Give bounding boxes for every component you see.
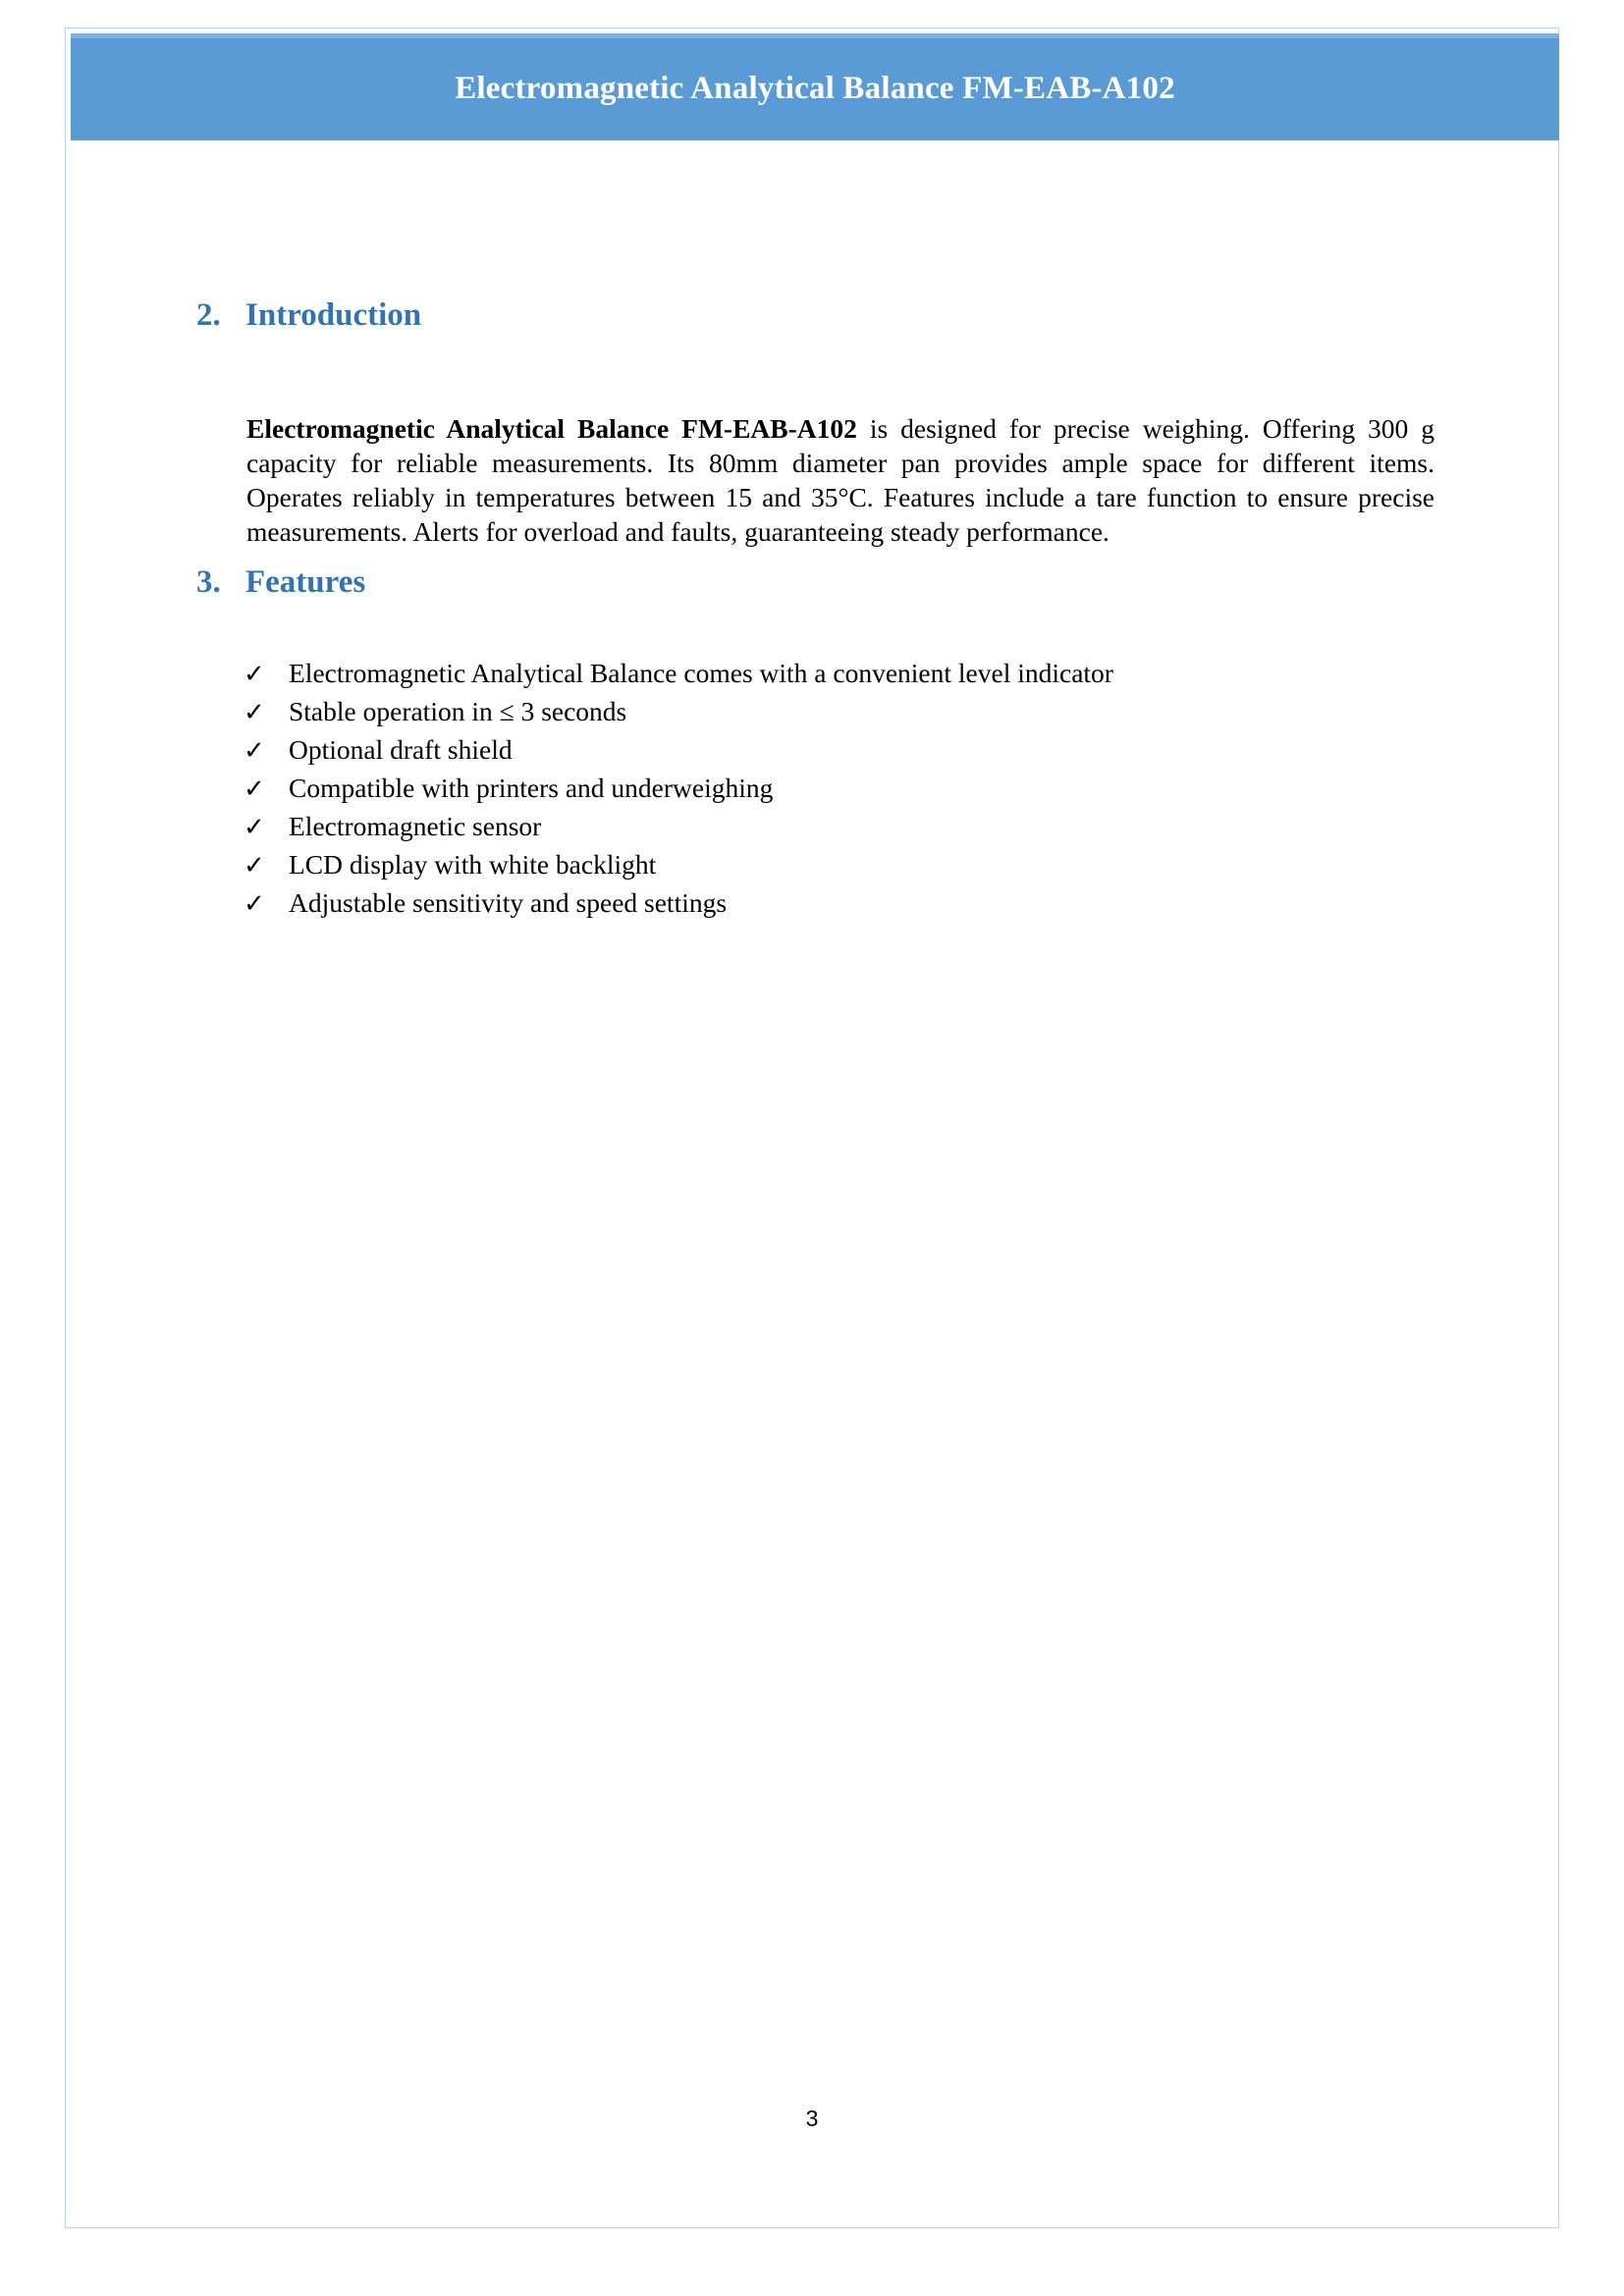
list-item-label: Compatible with printers and underweighing (289, 773, 774, 803)
introduction-paragraph-bold-lead: Electromagnetic Analytical Balance FM-EAB-A102 (246, 412, 857, 444)
checkmark-icon: ✓ (244, 698, 265, 727)
checkmark-icon: ✓ (244, 889, 265, 919)
list-item (244, 884, 1441, 923)
checkmark-icon: ✓ (244, 813, 265, 842)
checkmark-icon: ✓ (244, 736, 265, 766)
section-number-introduction: 2. (196, 297, 221, 333)
features-list (244, 655, 1441, 923)
list-item (244, 770, 1441, 808)
list-item (244, 808, 1441, 846)
list-item-label: Electromagnetic Analytical Balance comes with a convenient level indicator (289, 658, 1113, 688)
list-item-label: Stable operation in ≤ 3 seconds (289, 696, 627, 726)
page-number: 3 (805, 2106, 819, 2131)
list-item-label: Electromagnetic sensor (289, 811, 542, 841)
section-heading-features (196, 564, 1453, 600)
section-title-features: Features (245, 564, 366, 600)
section-number-features: 3. (196, 564, 221, 600)
list-item-label: LCD display with white backlight (289, 849, 657, 880)
section-title-introduction: Introduction (245, 297, 422, 333)
checkmark-icon: ✓ (244, 774, 265, 804)
document-header-title: Electromagnetic Analytical Balance FM-EAB-A102 (455, 71, 1175, 106)
introduction-paragraph-body: is designed for precise weighing. Offering 300 g capacity for reliable measurements. Its 80mm diameter pan provides ample space for different items. Operates reliably in temperatures between 15 and 35°C. Features include a tare function to ensure precise measurements. Alerts for overload and faults, guaranteeing steady performance. (246, 412, 1435, 547)
checkmark-icon: ✓ (244, 851, 265, 881)
section-heading-introduction (196, 297, 1453, 333)
list-item-label: Optional draft shield (289, 734, 513, 765)
list-item (244, 846, 1441, 884)
introduction-paragraph (246, 411, 1435, 549)
document-header-banner (71, 33, 1559, 140)
list-item (244, 693, 1441, 731)
checkmark-icon: ✓ (244, 660, 265, 689)
list-item (244, 655, 1441, 693)
page-border-frame (65, 27, 1559, 2228)
list-item-label: Adjustable sensitivity and speed settings (289, 887, 728, 918)
list-item (244, 731, 1441, 770)
